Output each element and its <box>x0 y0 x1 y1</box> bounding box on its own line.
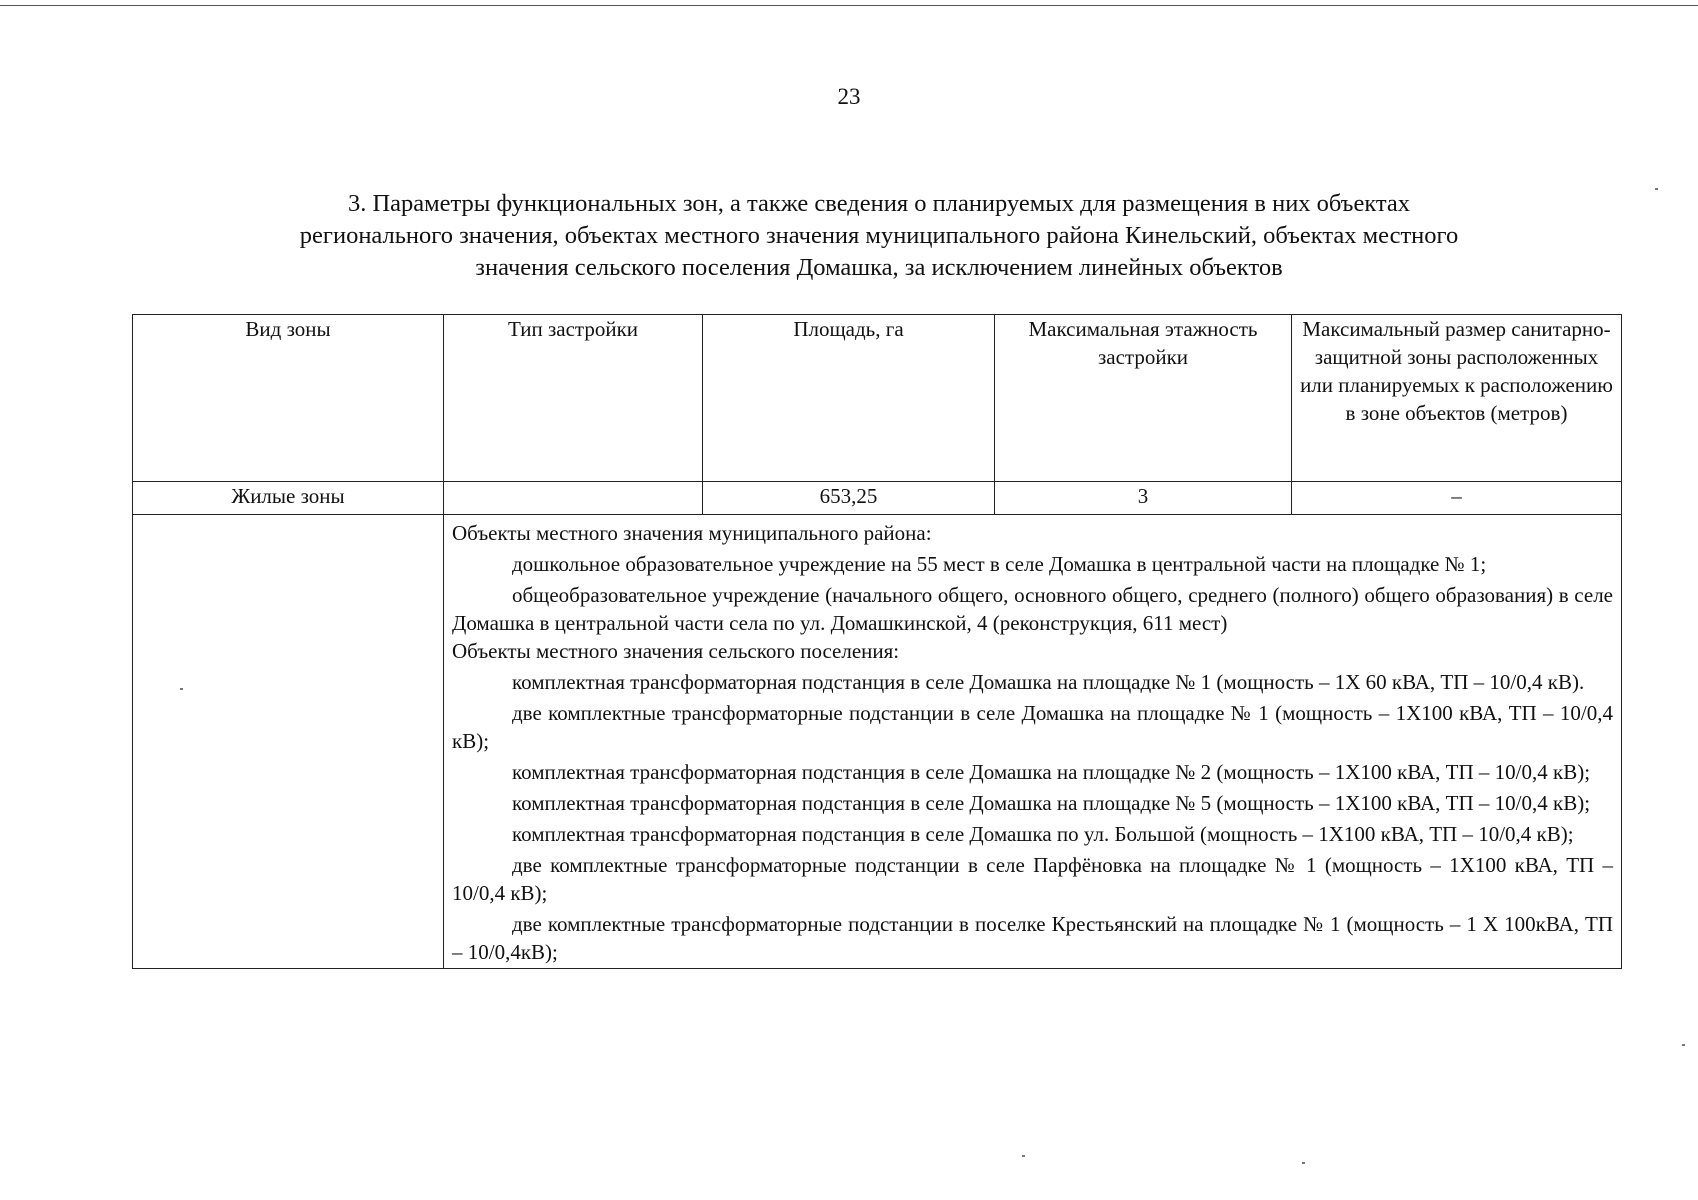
list-item: две комплектные трансформаторные подстанции в селе Домашка на площадке № 1 (мощность – 1Х100 кВА, ТП – 10/0,4 кВ); <box>452 701 1613 753</box>
objects-cell <box>444 515 1622 969</box>
title-line-1: 3. Параметры функциональных зон, а также сведения о планируемых для размещения в них объектах <box>347 190 1411 217</box>
title-line-2: регионального значения, объектах местного значения муниципального района Кинельский, объектах местного <box>299 222 1459 249</box>
cell-floors: 3 <box>995 482 1292 515</box>
settlement-objects-heading: Объекты местного значения сельского поселения: <box>452 639 900 663</box>
list-item: комплектная трансформаторная подстанция в селе Домашка на площадке № 1 (мощность – 1Х 60 кВА, ТП – 10/0,4 кВ). <box>512 670 1585 694</box>
scan-speck <box>1302 1162 1305 1164</box>
header-sanitary-zone: Максимальный размер санитарно-защитной зоны расположенных или планируемых к расположению в зоне объектов (метров) <box>1292 315 1622 482</box>
header-zone-type: Вид зоны <box>133 315 444 482</box>
list-item: комплектная трансформаторная подстанция в селе Домашка на площадке № 2 (мощность – 1Х100 кВА, ТП – 10/0,4 кВ); <box>512 760 1591 784</box>
list-item: дошкольное образовательное учреждение на 55 мест в селе Домашка в центральной части на площадке № 1; <box>512 552 1487 576</box>
title-line-3: значения сельского поселения Домашка, за исключением линейных объектов <box>475 254 1283 281</box>
scan-speck <box>1682 1044 1685 1046</box>
table-row <box>133 482 1622 515</box>
table-header-row <box>133 315 1622 482</box>
objects-row <box>133 515 1622 969</box>
header-max-floors: Максимальная этажность застройки <box>995 315 1292 482</box>
cell-area: 653,25 <box>703 482 995 515</box>
scan-speck <box>1022 1155 1025 1157</box>
municipal-objects-heading: Объекты местного значения муниципального района: <box>452 521 932 545</box>
header-building-type: Тип застройки <box>444 315 703 482</box>
top-rule <box>0 5 1698 6</box>
scan-speck <box>1655 188 1658 190</box>
list-item: комплектная трансформаторная подстанция в селе Домашка на площадке № 5 (мощность – 1Х100 кВА, ТП – 10/0,4 кВ); <box>512 791 1591 815</box>
zones-table <box>132 314 1622 969</box>
scan-speck <box>180 688 183 690</box>
list-item: комплектная трансформаторная подстанция в селе Домашка по ул. Большой (мощность – 1Х100 кВА, ТП – 10/0,4 кВ); <box>512 822 1574 846</box>
document-title <box>190 188 1568 284</box>
cell-building-type <box>444 482 703 515</box>
list-item: две комплектные трансформаторные подстанции в поселке Крестьянский на площадке № 1 (мощность – 1 Х 100кВА, ТП – 10/0,4кВ); <box>452 912 1613 964</box>
list-item: общеобразовательное учреждение (начального общего, основного общего, среднего (полного) общего образования) в селе Домашка в центральной части села по ул. Домашкинской, 4 (реконструкция, 611 мест) <box>452 583 1613 635</box>
header-area: Площадь, га <box>703 315 995 482</box>
cell-zone: Жилые зоны <box>133 482 444 515</box>
page-number: 23 <box>837 84 861 109</box>
cell-sanitary: – <box>1292 482 1622 515</box>
objects-empty-cell <box>133 515 444 969</box>
list-item: две комплектные трансформаторные подстанции в селе Парфёновка на площадке № 1 (мощность – 1Х100 кВА, ТП – 10/0,4 кВ); <box>452 853 1613 905</box>
